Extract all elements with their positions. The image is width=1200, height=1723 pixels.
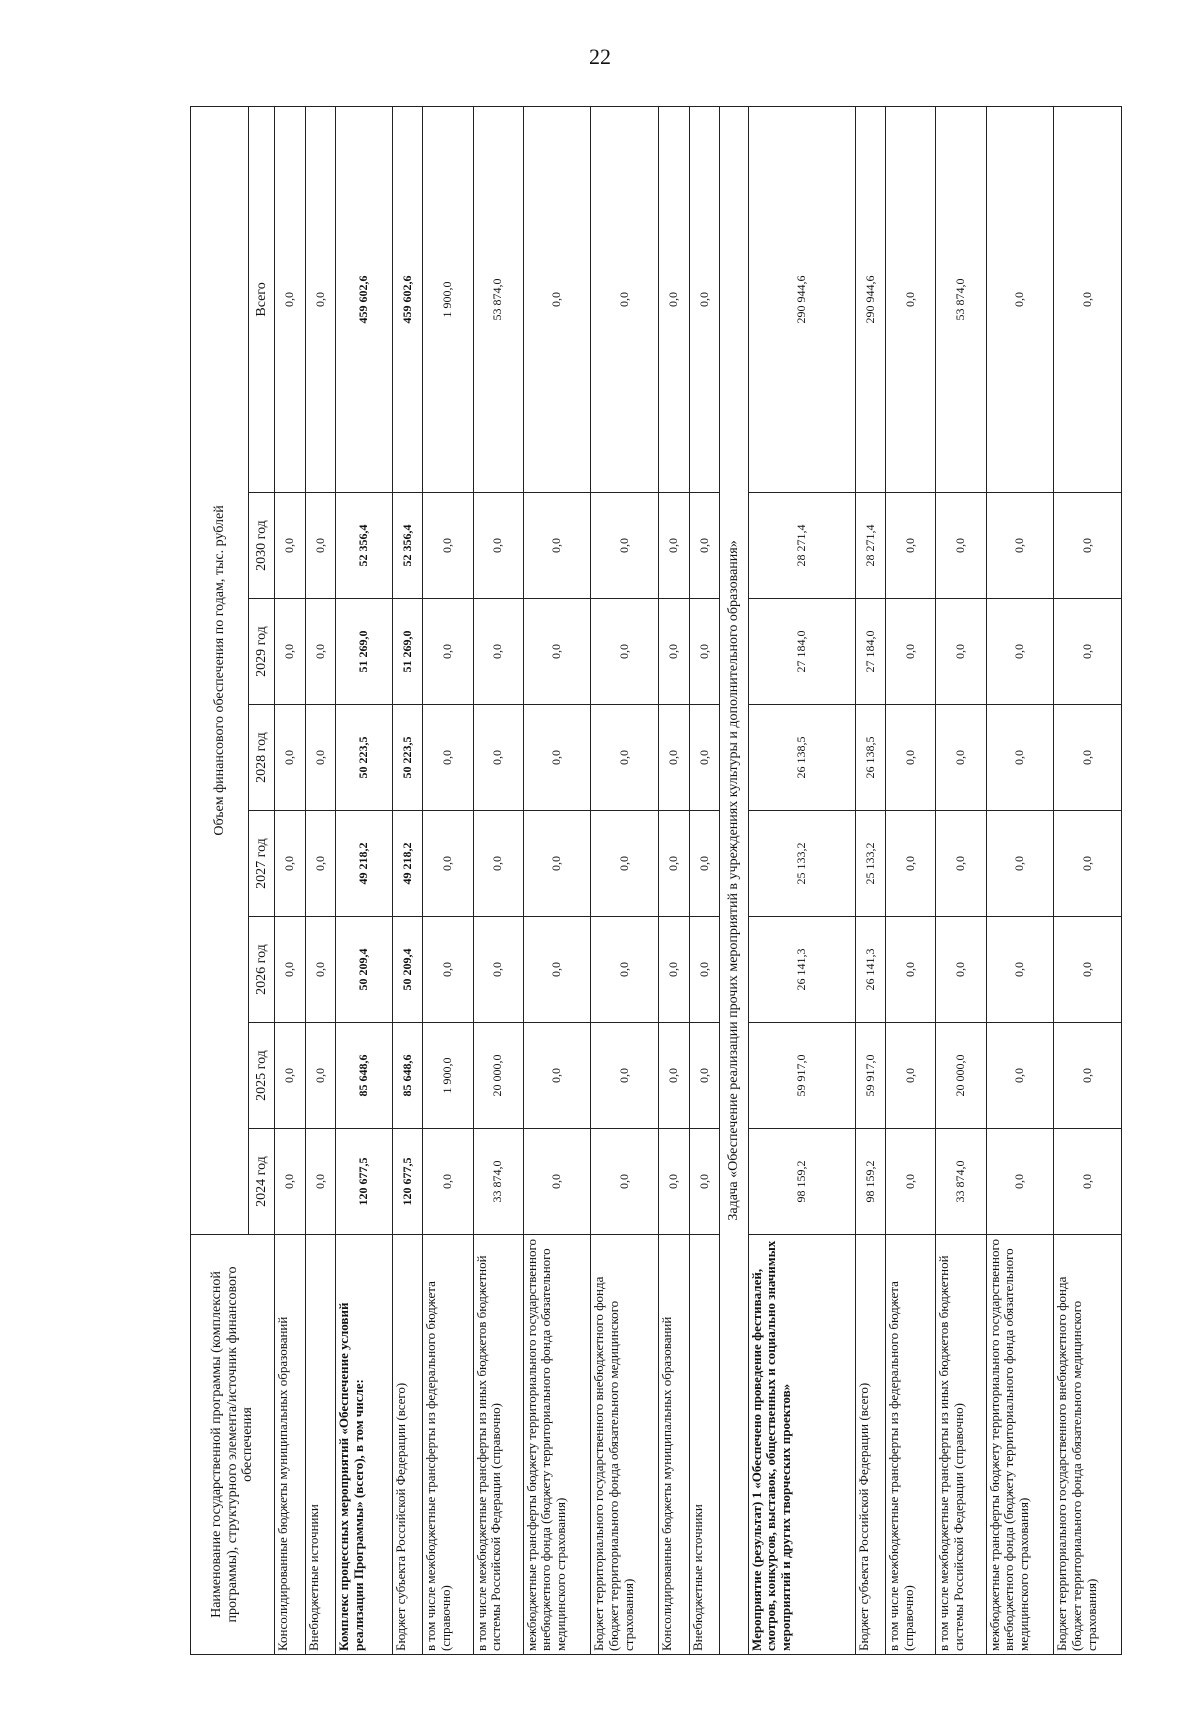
value-cell: 0,0: [423, 493, 473, 599]
value-cell: 0,0: [886, 1023, 936, 1129]
value-cell: 0,0: [936, 705, 986, 811]
value-cell: 0,0: [986, 493, 1054, 599]
value-cell: 49 218,2: [392, 811, 423, 917]
value-cell: 0,0: [275, 705, 306, 811]
value-cell: 26 138,5: [855, 705, 886, 811]
total-cell: 0,0: [986, 106, 1054, 492]
value-cell: 0,0: [423, 1129, 473, 1235]
value-cell: 26 141,3: [748, 917, 855, 1023]
value-cell: 0,0: [689, 493, 720, 599]
header-row-top: [191, 106, 249, 1654]
row-name: Комплекс процессных мероприятий «Обеспечение условий реализации Программы» (всего), в том числе:: [336, 1235, 393, 1655]
value-cell: 0,0: [591, 599, 659, 705]
row-name: Мероприятие (результат) 1 «Обеспечено проведение фестивалей, смотров, конкурсов, выставок, общественных и социально значимых мероприятий и других творческих проектов»: [748, 1235, 855, 1655]
value-cell: 0,0: [523, 917, 591, 1023]
value-cell: 0,0: [886, 705, 936, 811]
value-cell: 0,0: [423, 705, 473, 811]
value-cell: 0,0: [886, 493, 936, 599]
value-cell: 0,0: [986, 705, 1054, 811]
row-name: Бюджет территориального государственного внебюджетного фонда (бюджет территориального фонда обязательного медицинского страхования): [591, 1235, 659, 1655]
value-cell: 27 184,0: [855, 599, 886, 705]
value-cell: 0,0: [886, 811, 936, 917]
value-cell: 0,0: [689, 705, 720, 811]
row-name: Консолидированные бюджеты муниципальных образований: [659, 1235, 690, 1655]
total-cell: 0,0: [523, 106, 591, 492]
value-cell: 0,0: [659, 1023, 690, 1129]
value-cell: 0,0: [473, 493, 523, 599]
total-cell: 0,0: [1054, 106, 1122, 492]
value-cell: 33 874,0: [473, 1129, 523, 1235]
row-name: межбюджетные трансферты бюджету территориального государственного внебюджетного фонда (бюджету территориального фонда обязательного медицинского страхования): [523, 1235, 591, 1655]
value-cell: 85 648,6: [392, 1023, 423, 1129]
table-row: [423, 106, 473, 1654]
value-cell: 0,0: [275, 917, 306, 1023]
value-cell: 0,0: [689, 599, 720, 705]
value-cell: 20 000,0: [936, 1023, 986, 1129]
value-cell: 1 900,0: [423, 1023, 473, 1129]
value-cell: 0,0: [473, 917, 523, 1023]
value-cell: 0,0: [936, 493, 986, 599]
row-name: Внебюджетные источники: [689, 1235, 720, 1655]
value-cell: 0,0: [523, 811, 591, 917]
value-cell: 120 677,5: [336, 1129, 393, 1235]
table-row: [473, 106, 523, 1654]
value-cell: 0,0: [986, 1129, 1054, 1235]
value-cell: 51 269,0: [392, 599, 423, 705]
table-row: [275, 106, 306, 1654]
value-cell: 0,0: [523, 1129, 591, 1235]
total-cell: 0,0: [275, 106, 306, 492]
value-cell: 50 209,4: [392, 917, 423, 1023]
value-cell: 0,0: [659, 1129, 690, 1235]
table-row: [1054, 106, 1122, 1654]
total-cell: 0,0: [689, 106, 720, 492]
table-row: [659, 106, 690, 1654]
value-cell: 98 159,2: [748, 1129, 855, 1235]
value-cell: 26 138,5: [748, 705, 855, 811]
value-cell: 0,0: [1054, 493, 1122, 599]
value-cell: 28 271,4: [748, 493, 855, 599]
value-cell: 0,0: [423, 811, 473, 917]
value-cell: 0,0: [305, 599, 336, 705]
value-cell: 0,0: [423, 599, 473, 705]
value-cell: 0,0: [523, 1023, 591, 1129]
header-year: 2025 год: [249, 1023, 275, 1129]
value-cell: 0,0: [689, 1129, 720, 1235]
value-cell: 0,0: [275, 493, 306, 599]
value-cell: 52 356,4: [392, 493, 423, 599]
header-name-column: Наименование государственной программы (комплексной программы), структурного элемента/источник финансового обеспечения: [191, 1235, 275, 1655]
table-row: [936, 106, 986, 1654]
value-cell: 0,0: [659, 705, 690, 811]
total-cell: 290 944,6: [855, 106, 886, 492]
total-cell: 0,0: [591, 106, 659, 492]
table-row: [523, 106, 591, 1654]
value-cell: 0,0: [473, 599, 523, 705]
value-cell: 0,0: [886, 1129, 936, 1235]
table-row: [886, 106, 936, 1654]
value-cell: 25 133,2: [748, 811, 855, 917]
value-cell: 0,0: [591, 811, 659, 917]
value-cell: 50 223,5: [336, 705, 393, 811]
row-name: в том числе межбюджетные трансферты из федерального бюджета (справочно): [886, 1235, 936, 1655]
row-name: Бюджет субъекта Российской Федерации (всего): [855, 1235, 886, 1655]
row-name: в том числе межбюджетные трансферты из иных бюджетов бюджетной системы Российской Федерации (справочно): [936, 1235, 986, 1655]
value-cell: 0,0: [986, 811, 1054, 917]
value-cell: 0,0: [659, 917, 690, 1023]
value-cell: 0,0: [305, 1129, 336, 1235]
value-cell: 59 917,0: [855, 1023, 886, 1129]
value-cell: 0,0: [591, 1129, 659, 1235]
value-cell: 0,0: [275, 811, 306, 917]
header-year: 2029 год: [249, 599, 275, 705]
value-cell: 25 133,2: [855, 811, 886, 917]
value-cell: 26 141,3: [855, 917, 886, 1023]
value-cell: 0,0: [689, 1023, 720, 1129]
task-title: Задача «Обеспечение реализации прочих мероприятий в учреждениях культуры и дополнительного образования»: [720, 106, 748, 1654]
value-cell: 0,0: [986, 1023, 1054, 1129]
value-cell: 0,0: [591, 1023, 659, 1129]
value-cell: 0,0: [986, 599, 1054, 705]
value-cell: 0,0: [689, 917, 720, 1023]
value-cell: 0,0: [659, 493, 690, 599]
value-cell: 0,0: [591, 705, 659, 811]
row-name: межбюджетные трансферты бюджету территориального государственного внебюджетного фонда (бюджету территориального фонда обязательного медицинского страхования): [986, 1235, 1054, 1655]
header-year: 2030 год: [249, 493, 275, 599]
value-cell: 0,0: [423, 917, 473, 1023]
value-cell: 0,0: [1054, 917, 1122, 1023]
row-name: в том числе межбюджетные трансферты из иных бюджетов бюджетной системы Российской Федерации (справочно): [473, 1235, 523, 1655]
total-cell: 290 944,6: [748, 106, 855, 492]
value-cell: 0,0: [986, 917, 1054, 1023]
page-number: 22: [589, 44, 611, 69]
value-cell: 50 223,5: [392, 705, 423, 811]
value-cell: 49 218,2: [336, 811, 393, 917]
value-cell: 0,0: [275, 1129, 306, 1235]
header-year: 2027 год: [249, 811, 275, 917]
total-cell: 1 900,0: [423, 106, 473, 492]
table-row: [689, 106, 720, 1654]
value-cell: 28 271,4: [855, 493, 886, 599]
value-cell: 0,0: [886, 917, 936, 1023]
value-cell: 0,0: [305, 917, 336, 1023]
table-row: [336, 106, 393, 1654]
total-cell: 0,0: [886, 106, 936, 492]
value-cell: 33 874,0: [936, 1129, 986, 1235]
table-row: [591, 106, 659, 1654]
value-cell: 51 269,0: [336, 599, 393, 705]
row-name: Бюджет субъекта Российской Федерации (всего): [392, 1235, 423, 1655]
value-cell: 0,0: [936, 811, 986, 917]
value-cell: 0,0: [886, 599, 936, 705]
value-cell: 20 000,0: [473, 1023, 523, 1129]
total-cell: 53 874,0: [473, 106, 523, 492]
financing-table: [190, 106, 1122, 1655]
value-cell: 0,0: [591, 493, 659, 599]
value-cell: 0,0: [305, 493, 336, 599]
table-row: [392, 106, 423, 1654]
value-cell: 0,0: [473, 811, 523, 917]
value-cell: 50 209,4: [336, 917, 393, 1023]
value-cell: 0,0: [936, 917, 986, 1023]
value-cell: 0,0: [1054, 599, 1122, 705]
header-year: 2026 год: [249, 917, 275, 1023]
header-volume-group: Объем финансового обеспечения по годам, тыс. рублей: [191, 106, 249, 1234]
value-cell: 27 184,0: [748, 599, 855, 705]
value-cell: 0,0: [1054, 705, 1122, 811]
value-cell: 85 648,6: [336, 1023, 393, 1129]
task-row: [720, 106, 748, 1654]
value-cell: 0,0: [1054, 1023, 1122, 1129]
header-year: 2024 год: [249, 1129, 275, 1235]
value-cell: 0,0: [659, 811, 690, 917]
value-cell: 0,0: [275, 1023, 306, 1129]
value-cell: 0,0: [523, 599, 591, 705]
value-cell: 0,0: [689, 811, 720, 917]
row-name: Внебюджетные источники: [305, 1235, 336, 1655]
total-cell: 0,0: [305, 106, 336, 492]
table-row: [748, 106, 855, 1654]
value-cell: 0,0: [275, 599, 306, 705]
value-cell: 0,0: [936, 599, 986, 705]
value-cell: 0,0: [305, 811, 336, 917]
table-row: [305, 106, 336, 1654]
row-name: Бюджет территориального государственного внебюджетного фонда (бюджет территориального фонда обязательного медицинского страхования): [1054, 1235, 1122, 1655]
total-cell: 0,0: [659, 106, 690, 492]
value-cell: 0,0: [473, 705, 523, 811]
header-year: 2028 год: [249, 705, 275, 811]
value-cell: 0,0: [523, 493, 591, 599]
table-row: [855, 106, 886, 1654]
total-cell: 459 602,6: [392, 106, 423, 492]
value-cell: 0,0: [305, 705, 336, 811]
rotated-table-container: [190, 107, 1122, 1655]
value-cell: 0,0: [1054, 1129, 1122, 1235]
value-cell: 0,0: [305, 1023, 336, 1129]
value-cell: 0,0: [659, 599, 690, 705]
value-cell: 120 677,5: [392, 1129, 423, 1235]
total-cell: 53 874,0: [936, 106, 986, 492]
row-name: в том числе межбюджетные трансферты из федерального бюджета (справочно): [423, 1235, 473, 1655]
value-cell: 59 917,0: [748, 1023, 855, 1129]
value-cell: 0,0: [523, 705, 591, 811]
total-cell: 459 602,6: [336, 106, 393, 492]
value-cell: 0,0: [1054, 811, 1122, 917]
header-total: Всего: [249, 106, 275, 492]
table-row: [986, 106, 1054, 1654]
value-cell: 0,0: [591, 917, 659, 1023]
value-cell: 98 159,2: [855, 1129, 886, 1235]
value-cell: 52 356,4: [336, 493, 393, 599]
row-name: Консолидированные бюджеты муниципальных образований: [275, 1235, 306, 1655]
